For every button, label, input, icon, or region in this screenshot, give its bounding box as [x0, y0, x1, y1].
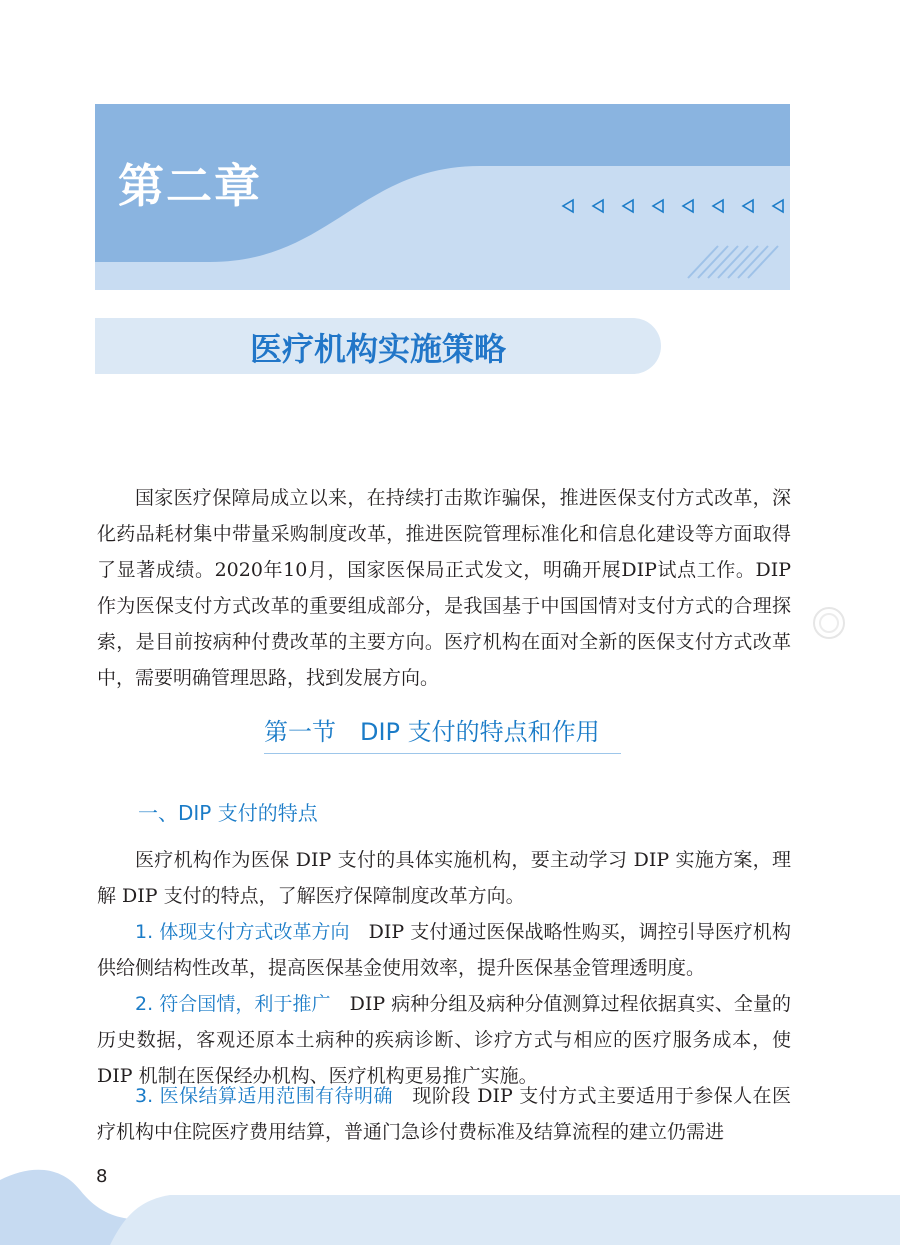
chapter-title: 第二章 [118, 159, 262, 213]
left-triangle-icon [620, 198, 636, 214]
item-label: 1. 体现支付方式改革方向 [135, 921, 350, 943]
intro-paragraph: 国家医疗保障局成立以来，在持续打击欺诈骗保，推进医保支付方式改革，深化药品耗材集中带量采购制度改革，推进医院管理标准化和信息化建设等方面取得了显著成绩。2020年10月，国家医保局正式发文，明确开展DIP试点工作。DIP 作为医保支付方式改革的重要组成部分，是我国基于中国国情对支付方式的合理探索，是目前按病种付费改革的主要方向。医疗机构在面对全新的医保支付方式改革中，需要明确管理思路，找到发展方向。 [97, 487, 791, 689]
item-text: DIP 病种分组及病种分值测算过程依据真实、全量的历史数据，客观还原本土病种的疾病诊断、诊疗方式与相应的医疗服务成本，使 DIP 机制在医保经办机构、医疗机构更易推广实施。 [97, 993, 791, 1087]
item-label: 2. 符合国情，利于推广 [135, 993, 331, 1015]
chapter-banner [0, 0, 900, 290]
left-triangle-icon [770, 198, 786, 214]
watermark-badge-icon [812, 606, 846, 640]
left-triangle-icon [590, 198, 606, 214]
left-triangle-icon [740, 198, 756, 214]
left-triangle-icon [650, 198, 666, 214]
body-paragraph: 医疗机构作为医保 DIP 支付的具体实施机构，要主动学习 DIP 实施方案，理解 DIP 支付的特点，了解医疗保障制度改革方向。 [97, 849, 791, 907]
left-triangle-icon [680, 198, 696, 214]
left-triangle-icon [710, 198, 726, 214]
section-title: 医疗机构实施策略 [249, 330, 506, 368]
item-text: DIP 支付通过医保战略性购买，调控引导医疗机构供给侧结构性改革，提高医保基金使用效率，提升医保基金管理透明度。 [97, 921, 791, 979]
list-item [97, 1078, 791, 1150]
footer-wave-decoration [0, 1160, 900, 1245]
page-number: 8 [96, 1166, 108, 1187]
section-title-band [95, 318, 661, 374]
section-heading: 第一节 DIP 支付的特点和作用 [264, 712, 621, 754]
left-triangle-icon [560, 198, 576, 214]
subsection-heading: 一、DIP 支付的特点 [138, 801, 318, 825]
item-label: 3. 医保结算适用范围有待明确 [135, 1085, 393, 1107]
arrow-decoration-row [560, 198, 786, 214]
list-item [97, 914, 791, 986]
item-text: 现阶段 DIP 支付方式主要适用于参保人在医疗机构中住院医疗费用结算，普通门急诊付费标准及结算流程的建立仍需进 [97, 1085, 791, 1143]
